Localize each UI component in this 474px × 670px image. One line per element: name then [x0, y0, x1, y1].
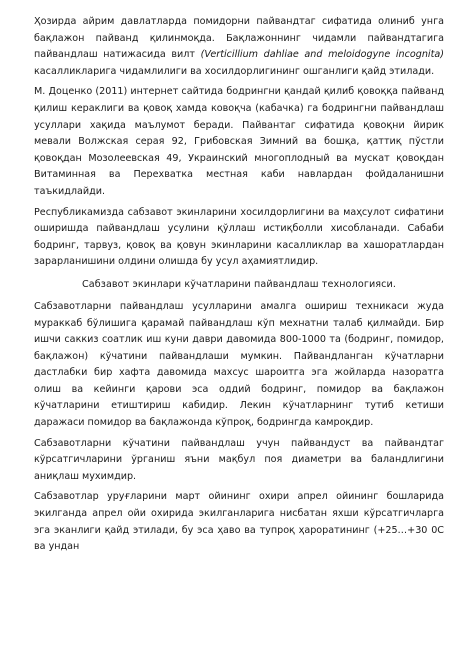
- section-heading: Сабзавот экинлари кўчатларини пайвандлаш технологияси.: [81, 278, 397, 290]
- paragraph-3-text: Республикамизда сабзавот экинларини хосилдорлигини ва маҳсулот сифатини оширишда пайвандлаш усулини қўллаш истиқболли хисобланади. Сабаби бодринг, тарвуз, қовоқ ва қовун экинларини касалликлар ва хашоратлардан зарарланишини олдини олишда бу усул аҳамиятлидир.: [34, 206, 444, 268]
- paragraph-4: Сабзавотларни пайвандлаш усулларини амалга ошириш техникаси жуда мураккаб бўлишига қарамай пайвандлаш кўп мехнатни талаб қилмайди. Бир ишчи саккиз соатлик иш куни даври давомида 800-1000 та (бодринг, помидор, бақлажон) кўчатини пайвандлаши мумкин. Пайвандланган кўчатларни дастлабки бир хафта давомида махсус шароитга эга жойларда назоратга олиш ва кейинги қарови эса оддий бодринг, помидор ва бақлажон кўчатларини етиштириш кабидир. Лекин кўчатларнинг тутиб кетиши даражаси помидор ва бақлажонда кўпроқ, бодрингда камроқдир.: [34, 300, 444, 429]
- paragraph-1: [34, 14, 444, 80]
- paragraph-6: Сабзавотлар уруғларини март ойининг охири апрел ойининг бошларида экилганда апрел ойи охирида экилганларига нисбатан яхши кўрсатгичларга эга эканлиги қайд этилади, бу эса ҳаво ва тупроқ ҳароратининг (+25…+30 0С ва ундан: [34, 491, 444, 553]
- paragraph-1-text-before: Ҳозирда айрим давлатларда помидорни пайвандтаг сифатида олиниб унга бақлажон пайванд қилинмоқда. Бақлажоннинг чидамли пайвандтагига пайвандлаш натижасида вилт: [34, 16, 444, 61]
- paragraph-3: [34, 205, 444, 271]
- paragraph-5: Сабзавотларни кўчатини пайвандлаш учун пайвандуст ва пайвандтаг кўрсатгичларини ўрганиш яъни мақбул поя диаметри ва баландлигини аниқлаш мухимдир.: [34, 437, 444, 482]
- paragraph-2-text: М. Доценко (2011) интернет сайтида бодрингни қандай қилиб қовоққа пайванд қилиш кераклиги ва қовоқ хамда ковоқча (кабачка) га бодрингни пайвандлаш усуллари хақида маълумот беради. Пайвантаг сифатида қовоқни йирик мевали Волжская серая 92, Грибовская Зимний ва бошқа, қаттиқ пўстли қовоқдан Мозолеевская 49, Украинский многоплодный ва мускат қовоқдан Витаминная ва Перехватка местная каби навлардан фойдаланишни таъкидлайди.: [34, 86, 444, 197]
- paragraph-1-text-after: касалликларига чидамлилиги ва хосилдорлигининг ошганлиги қайд этилади.: [34, 65, 435, 77]
- paragraph-1-italic-text: (Verticillium dahliae and meloidogyne incognita): [200, 49, 444, 61]
- paragraph-2: [34, 84, 444, 200]
